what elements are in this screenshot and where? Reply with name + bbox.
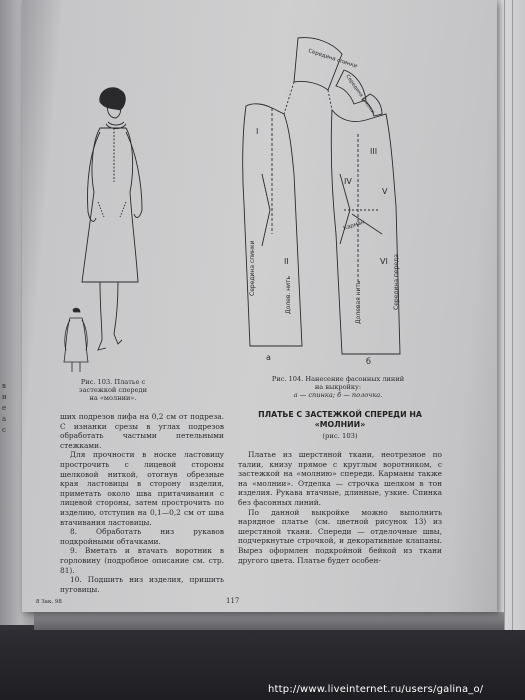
- right-column: [238, 450, 442, 565]
- label-a: а: [266, 353, 271, 362]
- left-paragraph-2: Для прочности в носке ластовицу прострочить с лицевой стороны шелковой ниткой, отогнув обрезные края ластовицы в сторону изделия, приметать около шва притачивания с лицевой стороны, затем прострочить по изделию, отступив на 0,1—0,2 см от шва втачивания ластовицы.: [60, 450, 224, 527]
- fig103-dress-illustration: [60, 82, 170, 372]
- label-collar-top: Середина спинки: [307, 48, 358, 70]
- section-title-line2: «МОЛНИИ»: [314, 420, 366, 429]
- label-III: III: [370, 147, 378, 156]
- label-grain-front: Долевая нить: [355, 280, 362, 324]
- left-fragment: а: [2, 415, 7, 423]
- label-II: II: [284, 257, 289, 266]
- left-fragment: и: [2, 393, 7, 401]
- left-paragraph-4: 9. Вметать и втачать воротник в горловину (подробное описание см. стр. 81).: [60, 546, 224, 575]
- left-paragraph-1: ших подрезов лифа на 0,2 см от подреза. С изнанки срезы в углах подрезов обработать частыми петельными стежками.: [60, 412, 224, 450]
- label-pocket: Карман: [342, 219, 366, 232]
- left-paragraph-5: 10. Подшить низ изделия, пришить пуговицы.: [60, 575, 224, 594]
- left-column: [60, 412, 224, 594]
- right-paragraph-2: По данной выкройке можно выполнить нарядное платье (см. цветной рисунок 13) из шерстяной ткани. Спереди — отделочные швы, подчеркнутые строчкой, и декоративные клапаны. Вырез оформлен подкройной бейкой из ткани другого цвета. Платье будет особен-: [238, 507, 442, 565]
- fig104-pattern-drawing: [232, 34, 432, 374]
- label-V: V: [382, 187, 388, 196]
- fig104-caption-line3: а — спинка; б — полочка.: [293, 391, 383, 400]
- label-b: б: [366, 357, 371, 366]
- label-IV: IV: [344, 177, 352, 186]
- label-I: I: [256, 127, 259, 136]
- fig103-caption: Рис. 103. Платье с застежкой спереди на «молнии».: [79, 378, 147, 403]
- section-title: [240, 410, 440, 430]
- label-collar-small: Середина спинки: [344, 73, 376, 116]
- watermark-url[interactable]: http://www.liveinternet.ru/users/galina_o/: [268, 684, 484, 695]
- footer-mark: 8 Зак. 98: [36, 599, 62, 605]
- left-fragment: в: [2, 382, 6, 390]
- fig104-caption-line2: на выкройку:: [314, 383, 362, 392]
- fig104-caption: [248, 375, 428, 400]
- page-bottom-shadow: [34, 612, 504, 632]
- label-VI: VI: [380, 257, 388, 266]
- left-fragment: е: [2, 404, 7, 412]
- fig104-caption-line1: Рис. 104. Нанесение фасонных линий: [271, 375, 405, 383]
- label-middle-back: Середина спинки: [249, 240, 256, 296]
- right-paragraph-1: Платье из шерстяной ткани, неотрезное по талии, книзу прямое с круглым воротником, с застежкой на «молнию» спереди. Карманы также на «молнии». Отделка — строчка шелком в тон изделия. Рукава втачные, длинные, узкие. Спинка без фасонных линий.: [238, 450, 442, 507]
- page-number: 117: [226, 597, 240, 605]
- section-subtitle: (рис. 103): [322, 432, 358, 440]
- left-paragraph-3: 8. Обработать низ рукавов подкройными обтачками.: [60, 527, 224, 546]
- left-fragment: с: [2, 426, 6, 434]
- label-grain-back: Долев. нить: [285, 275, 292, 314]
- section-title-line1: ПЛАТЬЕ С ЗАСТЕЖКОЙ СПЕРЕДИ НА: [258, 410, 422, 419]
- label-middle-front: Середина переда: [393, 254, 400, 310]
